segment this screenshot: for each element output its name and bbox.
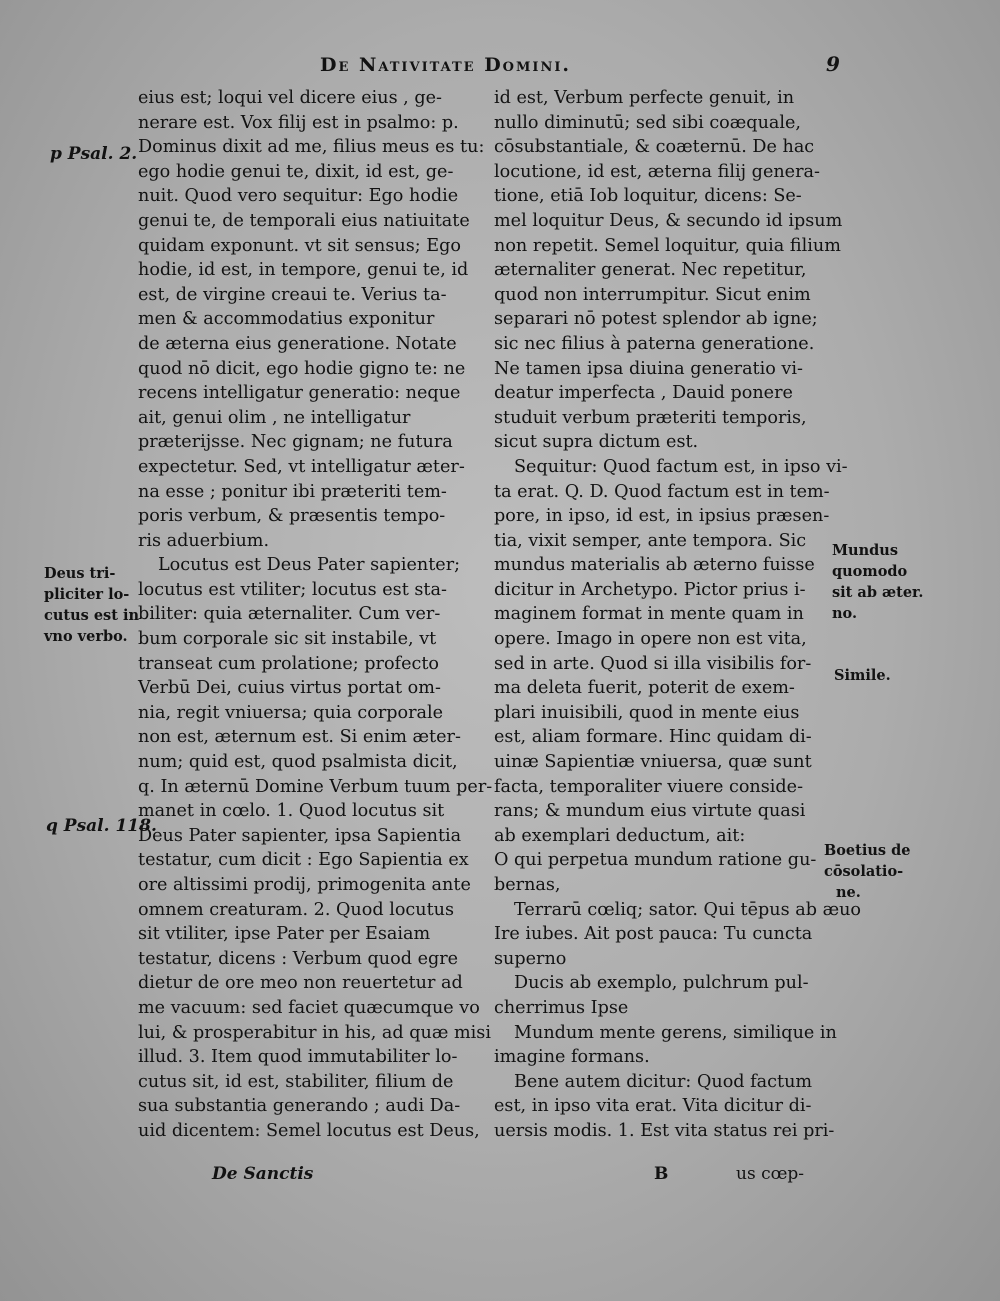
text-line: facta, temporaliter viuere conside- — [494, 776, 804, 797]
text-line: ait, genui olim , ne intelligatur — [138, 407, 411, 428]
margin-reference-psalm-118: q Psal. 118. — [46, 816, 157, 836]
text-line: eius est; loqui vel dicere eius , ge- — [138, 88, 442, 108]
text-line: cōsubstantiale, & coæternū. De hac — [494, 137, 815, 158]
page-number: 9 — [826, 52, 840, 76]
catchword-left: De Sanctis — [212, 1164, 314, 1184]
text-line: nerare est. Vox filij est in psalmo: p. — [138, 112, 459, 133]
text-line: dietur de ore meo non reuertetur ad — [138, 973, 463, 994]
text-line: recens intelligatur generatio: neque — [138, 383, 461, 404]
text-line: Verbū Dei, cuius virtus portat om- — [138, 678, 441, 699]
text-line: Locutus est Deus Pater sapienter; — [158, 555, 461, 576]
text-line: ta erat. Q. D. Quod factum est in tem- — [494, 481, 830, 502]
text-line: nia, regit vniuersa; quia corporale — [138, 702, 444, 723]
text-line: nullo diminutū; sed sibi coæquale, — [494, 112, 802, 133]
margin-note-line: Boetius de — [824, 842, 911, 859]
margin-note-line: cutus est in — [44, 607, 140, 624]
text-line: Ire iubes. Ait post pauca: Tu cuncta — [494, 924, 813, 945]
text-line: lui, & prosperabitur in his, ad quæ misi — [138, 1022, 491, 1043]
text-line: genui te, de temporali eius natiuitate — [138, 210, 470, 231]
text-line: biliter: quia æternaliter. Cum ver- — [138, 604, 441, 625]
margin-note-mundus — [832, 540, 923, 624]
text-line: Sequitur: Quod factum est, in ipso vi- — [514, 456, 848, 477]
margin-note-line: ne. — [836, 884, 861, 901]
text-line: rans; & mundum eius virtute quasi — [494, 801, 806, 822]
text-line: studuit verbum præteriti temporis, — [494, 407, 807, 428]
margin-note-deus-tripliciter — [44, 563, 139, 647]
text-line: Ne tamen ipsa diuina generatio vi- — [494, 358, 803, 379]
text-line: est, aliam formare. Hinc quidam di- — [494, 727, 812, 748]
margin-note-line: Deus tri- — [44, 565, 116, 582]
text-line: cherrimus Ipse — [494, 997, 629, 1018]
text-line: na esse ; ponitur ibi præteriti tem- — [138, 481, 447, 502]
text-line: hodie, id est, in tempore, genui te, id — [138, 260, 469, 281]
margin-note-line: Mundus — [832, 542, 898, 559]
catchword-right: us cœp- — [736, 1164, 805, 1184]
text-line: ab exemplari deductum, ait: — [494, 825, 746, 846]
text-line: separari nō potest splendor ab igne; — [494, 309, 818, 330]
text-line: opere. Imago in opere non est vita, — [494, 629, 807, 650]
text-line: omnem creaturam. 2. Quod locutus — [138, 899, 455, 920]
text-line: de æterna eius generatione. Notate — [138, 333, 457, 354]
text-line: locutione, id est, æterna filij genera- — [494, 161, 820, 182]
text-line: Terrarū cœliq; sator. Qui tēpus ab æuo — [514, 899, 862, 920]
text-line: ore altissimi prodij, primogenita ante — [138, 875, 471, 895]
text-line: ego hodie genui te, dixit, id est, ge- — [138, 161, 454, 182]
text-line: Bene autem dicitur: Quod factum — [514, 1071, 813, 1092]
text-line: bum corporale sic sit instabile, vt — [138, 629, 437, 650]
text-line: mundus materialis ab æterno fuisse — [494, 555, 815, 576]
signature-mark: B — [654, 1164, 669, 1184]
text-line: uid dicentem: Semel locutus est Deus, — [138, 1120, 480, 1141]
text-line: præterijsse. Nec gignam; ne futura — [138, 432, 453, 453]
text-line: q. In æternū Domine Verbum tuum per- — [138, 776, 493, 797]
text-line: sic nec filius à paterna generatione. — [494, 333, 815, 354]
text-line: id est, Verbum perfecte genuit, in — [494, 88, 795, 108]
text-line: sicut supra dictum est. — [494, 432, 699, 453]
text-line: ris aduerbium. — [138, 530, 270, 551]
text-line: non est, æternum est. Si enim æter- — [138, 727, 461, 748]
margin-note-line: sit ab æter. — [832, 584, 924, 601]
margin-note-line: no. — [832, 605, 858, 622]
text-line: Dominus dixit ad me, filius meus es tu: — [138, 137, 485, 158]
text-line: deatur imperfecta , Dauid ponere — [494, 383, 793, 404]
text-line: testatur, dicens : Verbum quod egre — [138, 948, 459, 969]
text-line: mel loquitur Deus, & secundo id ipsum — [494, 210, 843, 231]
text-line: quod non interrumpitur. Sicut enim — [494, 284, 811, 305]
text-line: ma deleta fuerit, poterit de exem- — [494, 678, 795, 699]
left-text-column — [138, 86, 493, 1144]
text-line: Mundum mente gerens, similique in — [514, 1022, 837, 1043]
text-line: O qui perpetua mundum ratione gu- — [494, 850, 817, 871]
text-line: bernas, — [494, 875, 561, 895]
text-line: est, in ipso vita erat. Vita dicitur di- — [494, 1096, 812, 1117]
text-line: tione, etiā Iob loquitur, dicens: Se- — [494, 186, 802, 207]
margin-note-line: pliciter lo- — [44, 586, 130, 603]
text-line: tia, vixit semper, ante tempora. Sic — [494, 530, 807, 551]
text-line: transeat cum prolatione; profecto — [138, 653, 439, 674]
text-line: uinæ Sapientiæ vniuersa, quæ sunt — [494, 752, 812, 773]
text-line: Deus Pater sapienter, ipsa Sapientia — [138, 825, 462, 846]
text-line: uersis modis. 1. Est vita status rei pri- — [494, 1120, 835, 1141]
right-text-column — [494, 86, 862, 1144]
margin-note-simile: Simile. — [834, 667, 891, 684]
text-line: maginem format in mente quam in — [494, 604, 804, 625]
text-line: me vacuum: sed faciet quæcumque vo — [138, 997, 480, 1018]
text-line: illud. 3. Item quod immutabiliter lo- — [138, 1047, 458, 1068]
margin-note-boetius — [824, 840, 910, 903]
text-line: poris verbum, & præsentis tempo- — [138, 506, 446, 527]
margin-reference-psalm-2: p Psal. 2. — [50, 144, 138, 164]
text-line: non repetit. Semel loquitur, quia filium — [494, 235, 841, 256]
margin-note-line: quomodo — [832, 563, 908, 580]
text-line: men & accommodatius exponitur — [138, 309, 435, 330]
text-line: imagine formans. — [494, 1047, 650, 1068]
margin-note-line: vno verbo. — [44, 628, 128, 645]
text-line: num; quid est, quod psalmista dicit, — [138, 752, 458, 773]
text-line: pore, in ipso, id est, in ipsius præsen- — [494, 506, 830, 527]
text-line: cutus sit, id est, stabiliter, filium de — [138, 1071, 454, 1092]
margin-note-line: cōsolatio- — [824, 863, 904, 880]
text-line: Ducis ab exemplo, pulchrum pul- — [514, 973, 809, 994]
text-line: sua substantia generando ; audi Da- — [138, 1096, 461, 1117]
running-title: De Nativitate Domini. — [320, 54, 572, 76]
text-line: plari inuisibili, quod in mente eius — [494, 702, 800, 723]
text-line: sed in arte. Quod si illa visibilis for- — [494, 653, 812, 674]
text-line: dicitur in Archetypo. Pictor prius i- — [494, 579, 806, 600]
text-line: nuit. Quod vero sequitur: Ego hodie — [138, 186, 459, 207]
text-line: quod nō dicit, ego hodie gigno te: ne — [138, 358, 466, 379]
text-line: quidam exponunt. vt sit sensus; Ego — [138, 235, 461, 256]
text-line: æternaliter generat. Nec repetitur, — [494, 260, 807, 281]
text-line: est, de virgine creaui te. Verius ta- — [138, 284, 447, 305]
text-line: testatur, cum dicit : Ego Sapientia ex — [138, 850, 469, 871]
text-line: locutus est vtiliter; locutus est sta- — [138, 579, 447, 600]
text-line: expectetur. Sed, vt intelligatur æter- — [138, 456, 465, 477]
text-line: superno — [494, 948, 567, 969]
text-line: sit vtiliter, ipse Pater per Esaiam — [138, 924, 431, 945]
text-line: manet in cœlo. 1. Quod locutus sit — [138, 801, 445, 822]
